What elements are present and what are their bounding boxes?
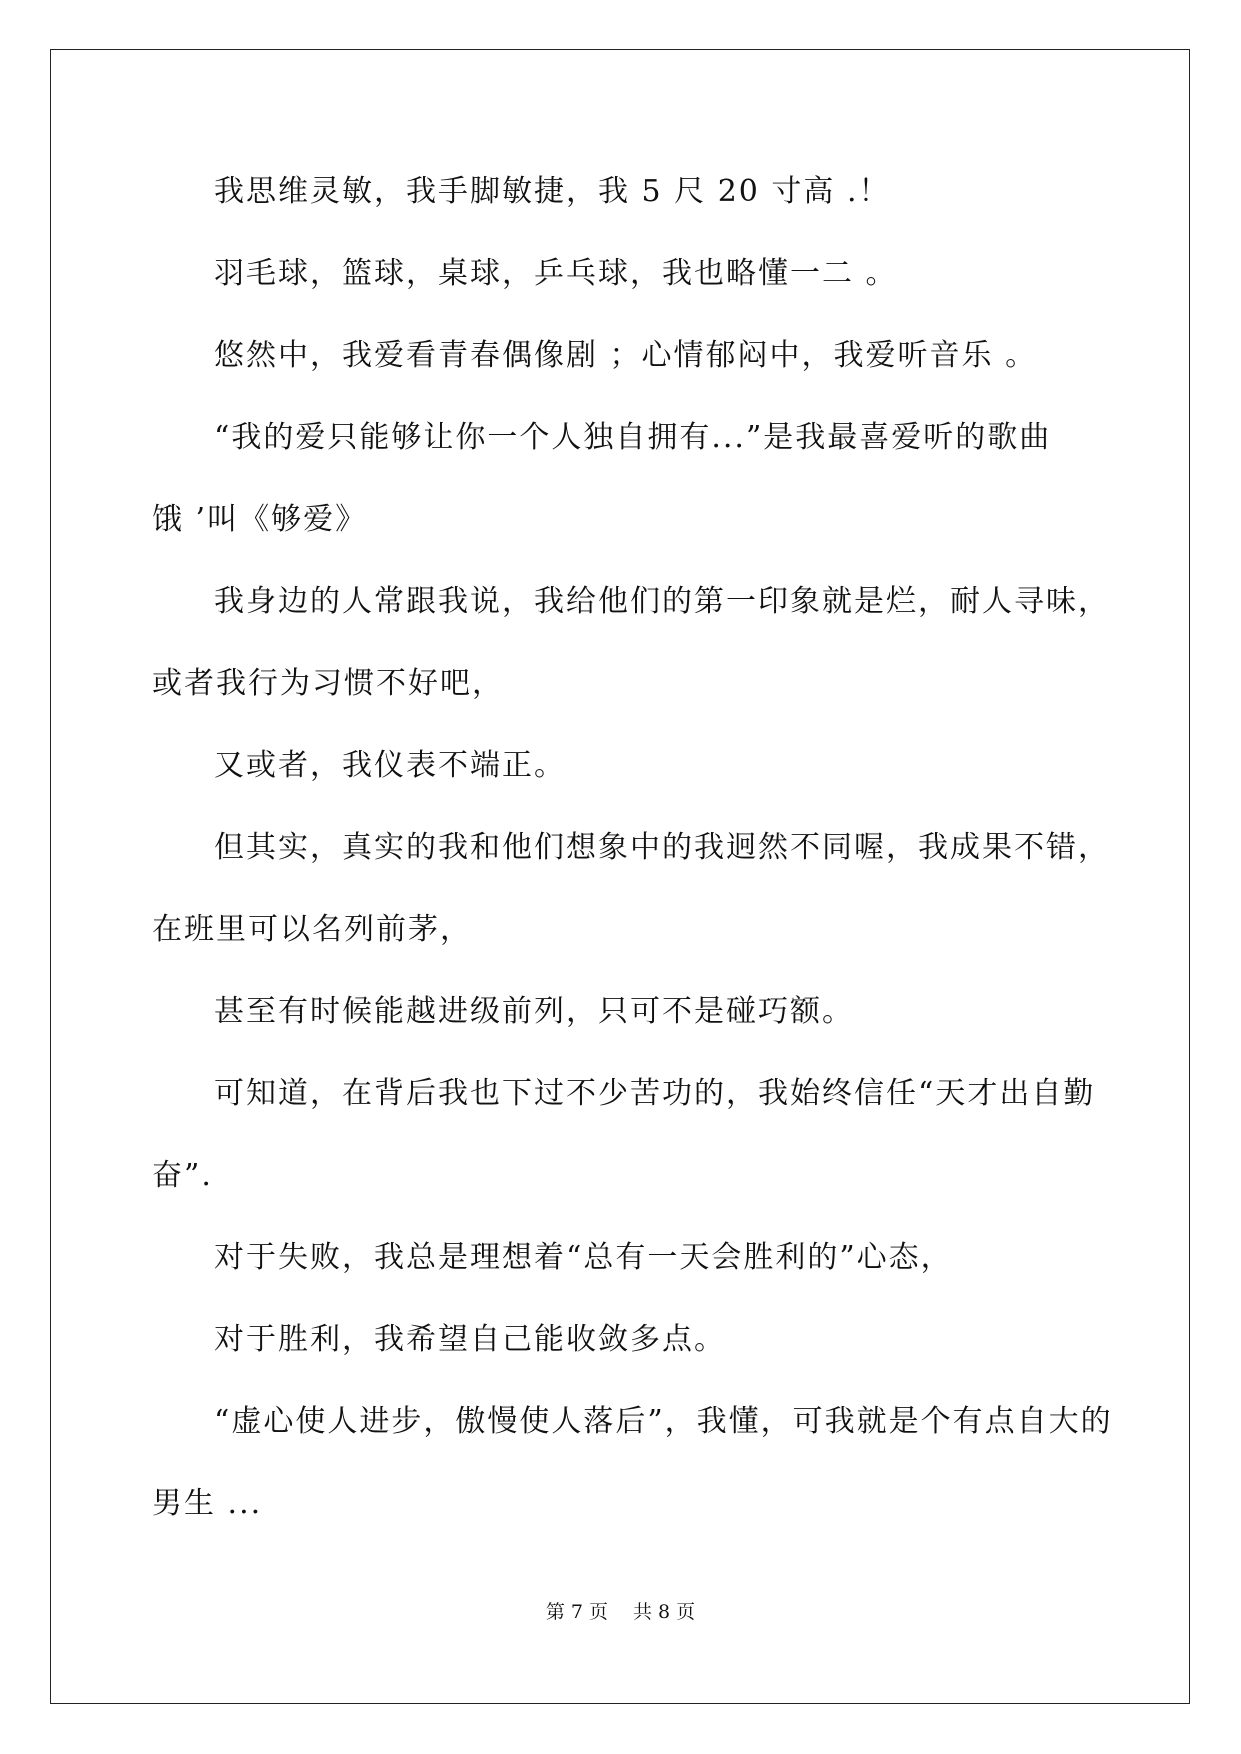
paragraph-line: 但其实，真实的我和他们想象中的我迥然不同喔，我成果不错， xyxy=(214,830,1110,865)
paragraph-line: “我的爱只能够让你一个人独自拥有...”是我最喜爱听的歌曲 xyxy=(214,420,1052,455)
paragraph-line: 又或者，我仪表不端正。 xyxy=(214,748,566,783)
paragraph-line: 悠然中，我爱看青春偶像剧 ；心情郁闷中，我爱听音乐 。 xyxy=(214,338,1038,373)
page-border xyxy=(50,49,1190,1704)
paragraph-line: 男生 ... xyxy=(152,1486,263,1521)
paragraph-line: 或者我行为习惯不好吧， xyxy=(152,666,504,701)
paragraph-line: 甚至有时候能越进级前列，只可不是碰巧额。 xyxy=(214,994,854,1029)
paragraph-line: 奋”. xyxy=(152,1158,213,1193)
paragraph-line: 对于失败，我总是理想着“总有一天会胜利的”心态， xyxy=(214,1240,953,1275)
page-number-footer: 第 7 页 共 8 页 xyxy=(545,1601,696,1623)
paragraph-line: 可知道，在背后我也下过不少苦功的，我始终信任“天才出自勤 xyxy=(214,1076,1096,1111)
paragraph-line: 羽毛球，篮球，桌球，乒乓球，我也略懂一二 。 xyxy=(214,256,898,291)
paragraph-line: “虚心使人进步，傲慢使人落后”，我懂，可我就是个有点自大的 xyxy=(214,1404,1113,1439)
paragraph-line: 我思维灵敏，我手脚敏捷，我 5 尺 20 寸高 .！ xyxy=(214,174,891,209)
paragraph-line: 饿 ’叫《够爱》 xyxy=(152,502,368,537)
paragraph-line: 在班里可以名列前茅， xyxy=(152,912,472,947)
paragraph-line: 我身边的人常跟我说，我给他们的第一印象就是烂，耐人寻味， xyxy=(214,584,1110,619)
paragraph-line: 对于胜利，我希望自己能收敛多点。 xyxy=(214,1322,726,1357)
